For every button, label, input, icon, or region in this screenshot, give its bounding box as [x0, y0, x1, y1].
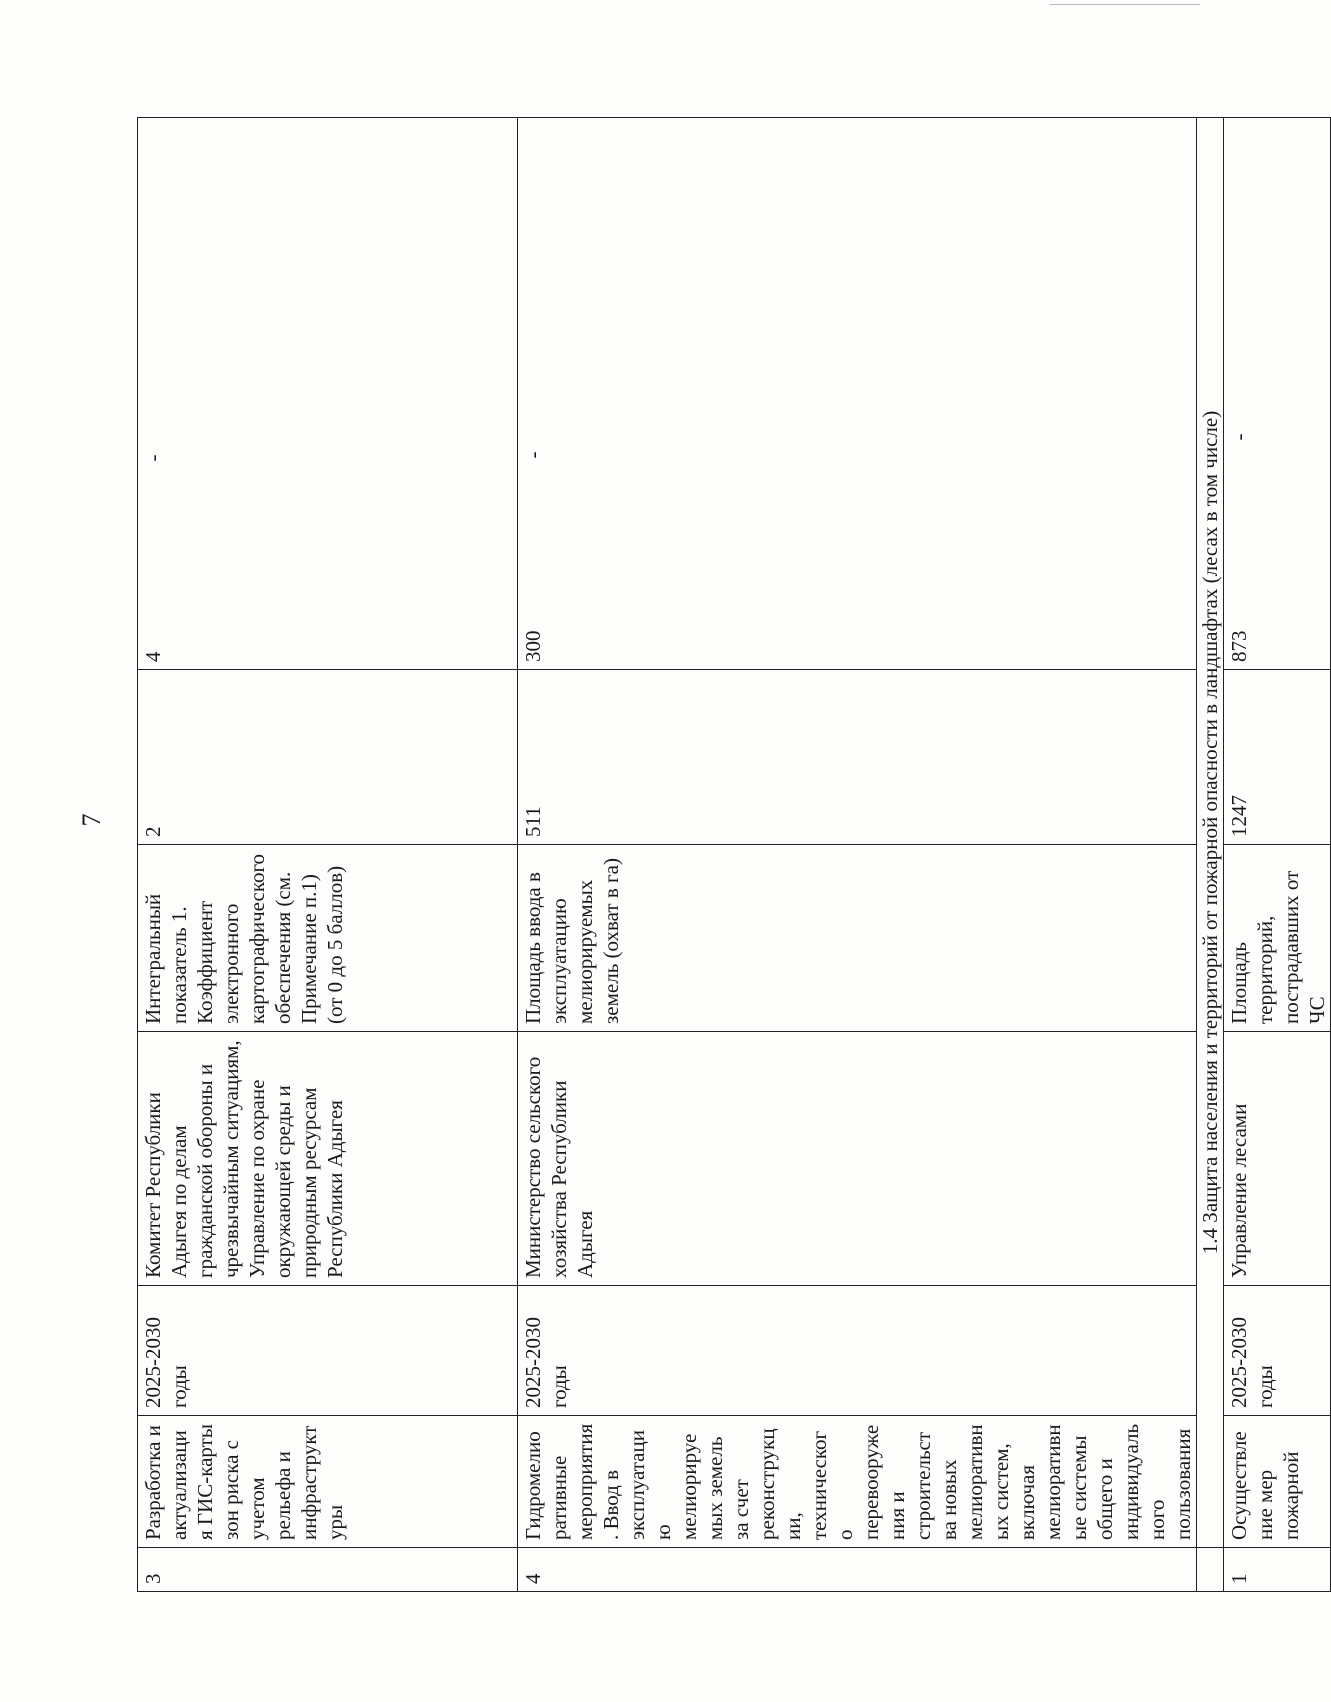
value-a-cell: 2	[138, 670, 518, 845]
executor-cell: Комитет Республики Адыгея по делам гражданской обороны и чрезвычайным ситуациям, Управление по охране окружающей среды и природным ресурсам Республики Адыгея	[138, 1032, 518, 1286]
value-b: 300	[521, 630, 545, 662]
blank-cell	[1197, 1548, 1224, 1592]
measure-cell: Осуществление мер пожарной	[1224, 1416, 1331, 1548]
measure-cell: Гидромелиоративные мероприятия. Ввод в эксплуатацию мелиорируемых земель за счет реконструкции, технического перевооружения и строительства новых мелиоративных систем, включая мелиоративные системы общего и индивидуального пользования	[518, 1416, 1197, 1548]
value-bc-cell	[518, 118, 1197, 670]
value-c: -	[141, 454, 165, 462]
measures-table	[137, 117, 1331, 1592]
section-title: 1.4 Защита населения и территорий от пожарной опасности в ландшафтах (лесах в том числе)	[1197, 118, 1224, 1548]
value-b: 4	[141, 651, 165, 662]
executor-cell: Управление лесами	[1224, 1032, 1331, 1286]
table-row-3	[138, 118, 518, 1592]
rotated-table-wrapper	[137, 118, 1329, 1592]
value-a-cell: 511	[518, 670, 1197, 845]
period-cell: 2025-2030 годы	[138, 1286, 518, 1416]
measure-cell: Разработка и актуализация ГИС-карты зон риска с учетом рельефа и инфраструктуры	[138, 1416, 518, 1548]
indicator-cell: Интегральный показатель 1. Коэффициент электронного картографического обеспечения (см. Примечание п.1) (от 0 до 5 баллов)	[138, 845, 518, 1032]
value-bc-cell	[1224, 118, 1331, 670]
value-a-cell: 1247	[1224, 670, 1331, 845]
indicator-cell: Площадь территорий, пострадавших от ЧС	[1224, 845, 1331, 1032]
value-bc-cell	[138, 118, 518, 670]
value-c: -	[1227, 433, 1251, 441]
row-number: 3	[138, 1548, 518, 1592]
period-cell: 2025-2030 годы	[518, 1286, 1197, 1416]
scan-artifact-line	[1050, 4, 1200, 5]
section-header-row	[1197, 118, 1224, 1592]
row-number: 4	[518, 1548, 1197, 1592]
page-number: 7	[77, 813, 106, 827]
executor-cell: Министерство сельского хозяйства Республики Адыгея	[518, 1032, 1197, 1286]
table-row-1	[1224, 118, 1331, 1592]
value-c: -	[521, 451, 545, 459]
value-b: 873	[1227, 630, 1251, 662]
period-cell: 2025-2030 годы	[1224, 1286, 1331, 1416]
row-number: 1	[1224, 1548, 1331, 1592]
table-row-4	[518, 118, 1197, 1592]
indicator-cell: Площадь ввода в эксплуатацию мелиорируемых земель (охват в га)	[518, 845, 1197, 1032]
